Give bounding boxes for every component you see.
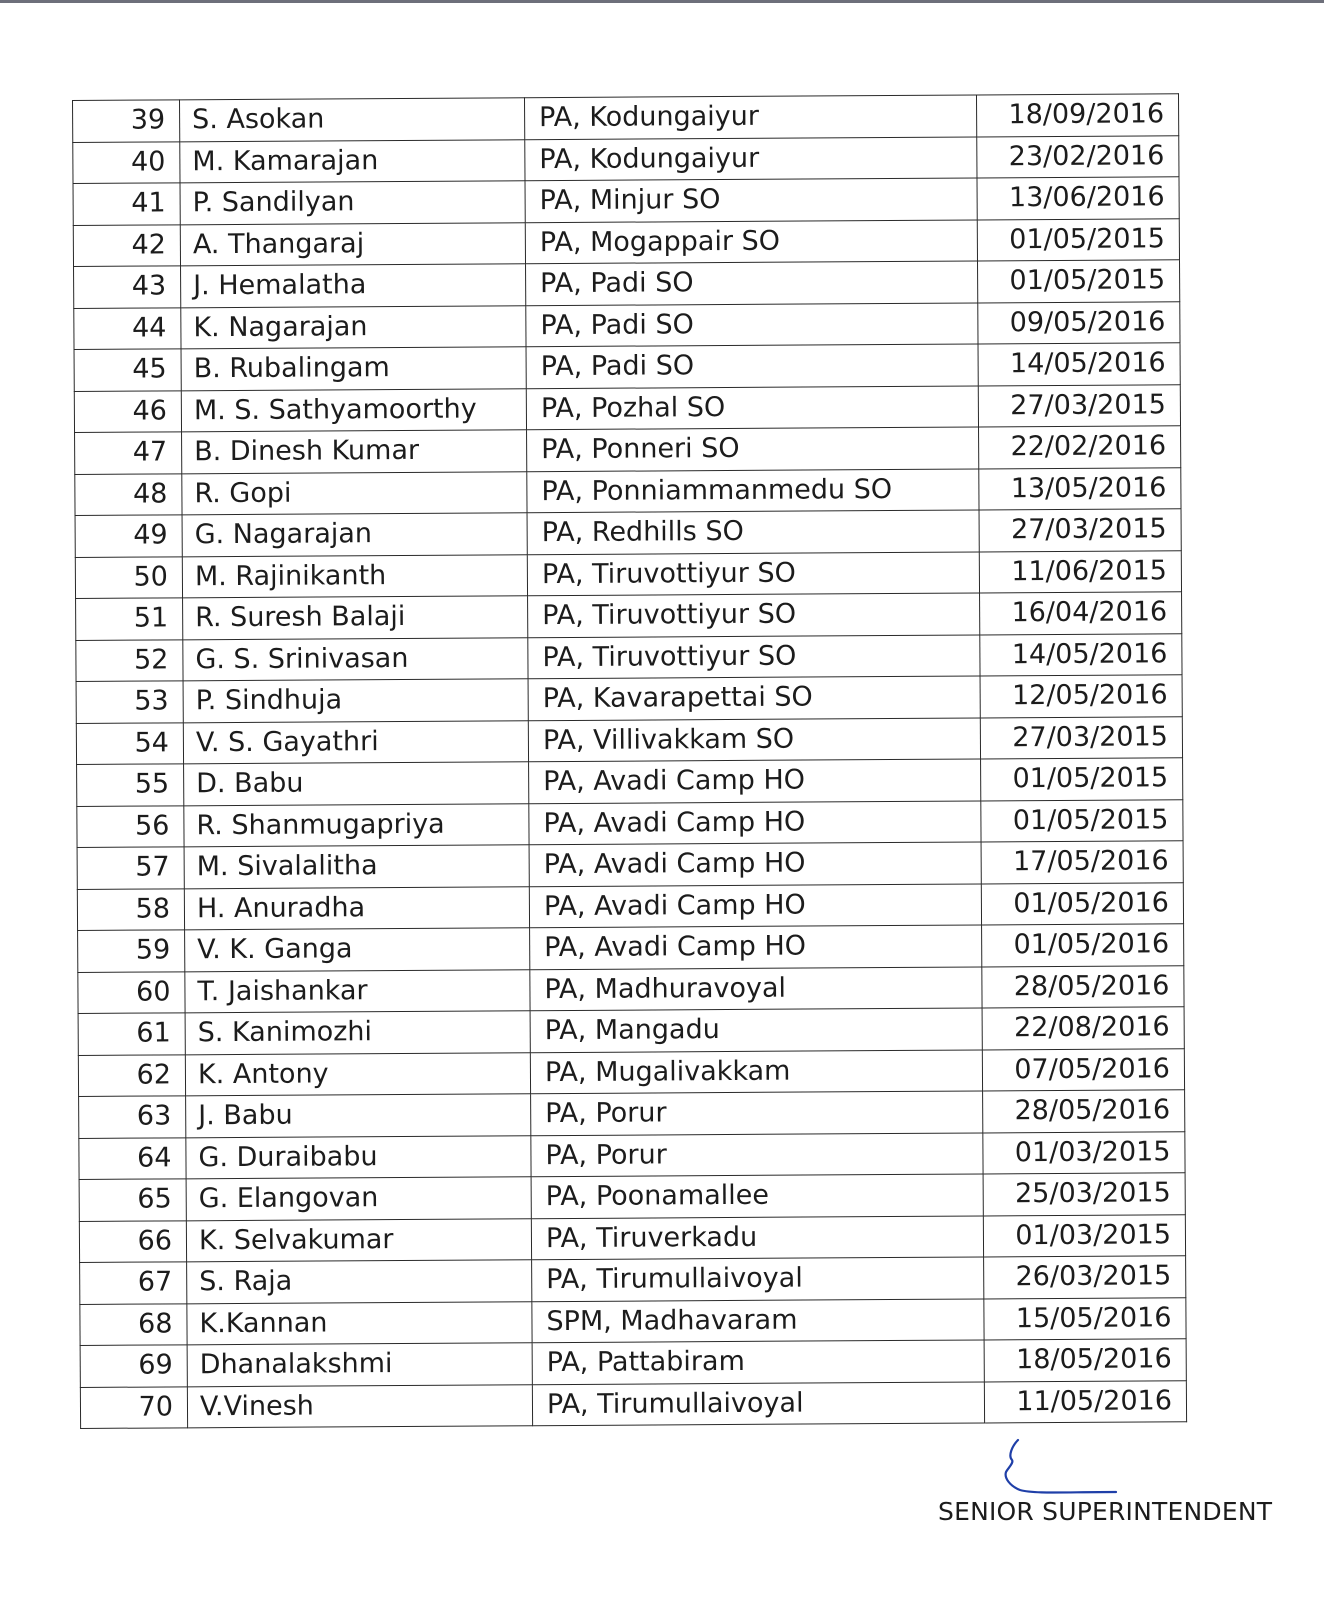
office-cell: PA, Porur bbox=[531, 1091, 983, 1135]
office-cell: PA, Mangadu bbox=[530, 1008, 982, 1052]
date-cell: 14/05/2016 bbox=[978, 343, 1180, 386]
date-cell: 11/05/2016 bbox=[984, 1380, 1186, 1423]
table-row bbox=[77, 841, 1183, 889]
table-row bbox=[75, 550, 1181, 598]
table-row bbox=[73, 218, 1179, 266]
date-cell: 01/03/2015 bbox=[983, 1214, 1185, 1257]
employee-name-cell: A. Thangaraj bbox=[180, 222, 525, 266]
date-cell: 18/09/2016 bbox=[976, 94, 1178, 137]
employee-name-cell: P. Sandilyan bbox=[180, 181, 525, 225]
table-row bbox=[73, 94, 1179, 142]
office-cell: PA, Pozhal SO bbox=[526, 385, 978, 429]
serial-number-cell: 68 bbox=[80, 1303, 187, 1345]
office-cell: PA, Tiruverkadu bbox=[531, 1215, 983, 1259]
serial-number-cell: 54 bbox=[76, 722, 183, 764]
employee-name-cell: D. Babu bbox=[184, 762, 529, 806]
table-row bbox=[78, 924, 1184, 972]
serial-number-cell: 40 bbox=[73, 141, 180, 183]
office-cell: PA, Minjur SO bbox=[525, 178, 977, 222]
employee-name-cell: K. Nagarajan bbox=[181, 305, 526, 349]
table-row bbox=[74, 301, 1180, 349]
date-cell: 27/03/2015 bbox=[978, 384, 1180, 427]
office-cell: PA, Porur bbox=[531, 1132, 983, 1176]
roster-table bbox=[72, 93, 1187, 1429]
employee-name-cell: B. Rubalingam bbox=[181, 347, 526, 391]
serial-number-cell: 60 bbox=[78, 971, 185, 1013]
employee-name-cell: R. Suresh Balaji bbox=[183, 596, 528, 640]
date-cell: 26/03/2015 bbox=[984, 1256, 1186, 1299]
employee-name-cell: M. Sivalalitha bbox=[184, 845, 529, 889]
table-row bbox=[79, 1214, 1185, 1262]
office-cell: PA, Padi SO bbox=[526, 302, 978, 346]
office-cell: PA, Avadi Camp HO bbox=[529, 800, 981, 844]
table-row bbox=[77, 758, 1183, 806]
date-cell: 15/05/2016 bbox=[984, 1297, 1186, 1340]
serial-number-cell: 59 bbox=[78, 930, 185, 972]
serial-number-cell: 49 bbox=[75, 515, 182, 557]
employee-name-cell: G. Duraibabu bbox=[186, 1135, 531, 1179]
table-row bbox=[74, 384, 1180, 432]
serial-number-cell: 47 bbox=[75, 432, 182, 474]
office-cell: PA, Avadi Camp HO bbox=[529, 759, 981, 803]
serial-number-cell: 43 bbox=[74, 266, 181, 308]
office-cell: PA, Kodungaiyur bbox=[524, 95, 976, 139]
office-cell: PA, Tiruvottiyur SO bbox=[527, 551, 979, 595]
date-cell: 01/05/2015 bbox=[978, 260, 1180, 303]
office-cell: PA, Ponniammanmedu SO bbox=[527, 468, 979, 512]
office-cell: PA, Ponneri SO bbox=[527, 427, 979, 471]
roster-table-wrapper bbox=[72, 93, 1186, 1429]
date-cell: 18/05/2016 bbox=[984, 1339, 1186, 1382]
date-cell: 27/03/2015 bbox=[979, 509, 1181, 552]
office-cell: PA, Mugalivakkam bbox=[530, 1049, 982, 1093]
table-row bbox=[77, 799, 1183, 847]
table-row bbox=[73, 135, 1179, 183]
office-cell: PA, Avadi Camp HO bbox=[529, 883, 981, 927]
office-cell: PA, Avadi Camp HO bbox=[529, 842, 981, 886]
employee-name-cell: V. S. Gayathri bbox=[183, 720, 528, 764]
signatory-title: SENIOR SUPERINTENDENT bbox=[938, 1497, 1273, 1526]
office-cell: PA, Kodungaiyur bbox=[525, 136, 977, 180]
employee-name-cell: S. Kanimozhi bbox=[185, 1011, 530, 1055]
serial-number-cell: 51 bbox=[76, 598, 183, 640]
employee-name-cell: S. Asokan bbox=[180, 98, 525, 142]
employee-name-cell: M. Rajinikanth bbox=[182, 554, 527, 598]
date-cell: 16/04/2016 bbox=[980, 592, 1182, 635]
date-cell: 13/05/2016 bbox=[979, 467, 1181, 510]
table-row bbox=[80, 1339, 1186, 1387]
serial-number-cell: 61 bbox=[78, 1013, 185, 1055]
office-cell: PA, Avadi Camp HO bbox=[530, 925, 982, 969]
table-row bbox=[75, 509, 1181, 557]
serial-number-cell: 52 bbox=[76, 639, 183, 681]
office-cell: PA, Villivakkam SO bbox=[528, 717, 980, 761]
date-cell: 01/03/2015 bbox=[983, 1131, 1185, 1174]
date-cell: 11/06/2015 bbox=[979, 550, 1181, 593]
office-cell: PA, Madhuravoyal bbox=[530, 966, 982, 1010]
employee-name-cell: K. Antony bbox=[185, 1052, 530, 1096]
employee-name-cell: M. S. Sathyamoorthy bbox=[181, 388, 526, 432]
table-row bbox=[80, 1380, 1186, 1428]
serial-number-cell: 58 bbox=[77, 888, 184, 930]
employee-name-cell: Dhanalakshmi bbox=[187, 1343, 532, 1387]
date-cell: 28/05/2016 bbox=[982, 965, 1184, 1008]
date-cell: 01/05/2016 bbox=[981, 882, 1183, 925]
date-cell: 07/05/2016 bbox=[982, 1048, 1184, 1091]
serial-number-cell: 70 bbox=[80, 1386, 187, 1428]
office-cell: PA, Tirumullaivoyal bbox=[532, 1257, 984, 1301]
employee-name-cell: T. Jaishankar bbox=[185, 969, 530, 1013]
employee-name-cell: V.Vinesh bbox=[187, 1384, 532, 1428]
employee-name-cell: M. Kamarajan bbox=[180, 139, 525, 183]
employee-name-cell: K.Kannan bbox=[187, 1301, 532, 1345]
office-cell: PA, Padi SO bbox=[526, 261, 978, 305]
serial-number-cell: 39 bbox=[73, 100, 180, 142]
date-cell: 14/05/2016 bbox=[980, 633, 1182, 676]
table-row bbox=[78, 965, 1184, 1013]
serial-number-cell: 69 bbox=[80, 1345, 187, 1387]
employee-name-cell: P. Sindhuja bbox=[183, 679, 528, 723]
table-row bbox=[79, 1173, 1185, 1221]
serial-number-cell: 48 bbox=[75, 473, 182, 515]
table-row bbox=[79, 1131, 1185, 1179]
date-cell: 27/03/2015 bbox=[980, 716, 1182, 759]
date-cell: 01/05/2015 bbox=[981, 799, 1183, 842]
serial-number-cell: 42 bbox=[73, 224, 180, 266]
date-cell: 13/06/2016 bbox=[977, 177, 1179, 220]
table-row bbox=[76, 716, 1182, 764]
office-cell: PA, Pattabiram bbox=[532, 1340, 984, 1384]
office-cell: PA, Kavarapettai SO bbox=[528, 676, 980, 720]
table-row bbox=[79, 1090, 1185, 1138]
employee-name-cell: S. Raja bbox=[187, 1260, 532, 1304]
employee-name-cell: G. Nagarajan bbox=[182, 513, 527, 557]
table-row bbox=[76, 675, 1182, 723]
serial-number-cell: 65 bbox=[79, 1179, 186, 1221]
date-cell: 01/05/2015 bbox=[977, 218, 1179, 261]
date-cell: 23/02/2016 bbox=[977, 135, 1179, 178]
employee-name-cell: K. Selvakumar bbox=[186, 1218, 531, 1262]
serial-number-cell: 64 bbox=[79, 1137, 186, 1179]
employee-name-cell: J. Babu bbox=[186, 1094, 531, 1138]
office-cell: SPM, Madhavaram bbox=[532, 1298, 984, 1342]
serial-number-cell: 66 bbox=[79, 1220, 186, 1262]
office-cell: PA, Padi SO bbox=[526, 344, 978, 388]
table-row bbox=[78, 1048, 1184, 1096]
table-row bbox=[73, 177, 1179, 225]
serial-number-cell: 50 bbox=[75, 556, 182, 598]
date-cell: 17/05/2016 bbox=[981, 841, 1183, 884]
table-row bbox=[77, 882, 1183, 930]
office-cell: PA, Mogappair SO bbox=[525, 219, 977, 263]
serial-number-cell: 63 bbox=[79, 1096, 186, 1138]
scan-top-edge bbox=[0, 0, 1324, 3]
employee-name-cell: H. Anuradha bbox=[184, 886, 529, 930]
date-cell: 22/02/2016 bbox=[979, 426, 1181, 469]
table-row bbox=[76, 592, 1182, 640]
employee-name-cell: R. Shanmugapriya bbox=[184, 803, 529, 847]
office-cell: PA, Tiruvottiyur SO bbox=[528, 634, 980, 678]
serial-number-cell: 45 bbox=[74, 349, 181, 391]
table-row bbox=[75, 426, 1181, 474]
serial-number-cell: 62 bbox=[78, 1054, 185, 1096]
serial-number-cell: 53 bbox=[76, 681, 183, 723]
serial-number-cell: 67 bbox=[80, 1262, 187, 1304]
table-row bbox=[80, 1297, 1186, 1345]
table-row bbox=[76, 633, 1182, 681]
date-cell: 22/08/2016 bbox=[982, 1007, 1184, 1050]
table-row bbox=[78, 1007, 1184, 1055]
date-cell: 25/03/2015 bbox=[983, 1173, 1185, 1216]
serial-number-cell: 44 bbox=[74, 307, 181, 349]
employee-name-cell: J. Hemalatha bbox=[181, 264, 526, 308]
serial-number-cell: 46 bbox=[74, 390, 181, 432]
office-cell: PA, Poonamallee bbox=[531, 1174, 983, 1218]
table-row bbox=[74, 343, 1180, 391]
table-row bbox=[74, 260, 1180, 308]
serial-number-cell: 55 bbox=[77, 764, 184, 806]
roster-table-body bbox=[73, 94, 1187, 1429]
office-cell: PA, Redhills SO bbox=[527, 510, 979, 554]
employee-name-cell: G. Elangovan bbox=[186, 1177, 531, 1221]
employee-name-cell: B. Dinesh Kumar bbox=[182, 430, 527, 474]
date-cell: 12/05/2016 bbox=[980, 675, 1182, 718]
office-cell: PA, Tirumullaivoyal bbox=[532, 1381, 984, 1425]
employee-name-cell: G. S. Srinivasan bbox=[183, 637, 528, 681]
date-cell: 01/05/2015 bbox=[981, 758, 1183, 801]
date-cell: 01/05/2016 bbox=[982, 924, 1184, 967]
employee-name-cell: R. Gopi bbox=[182, 471, 527, 515]
serial-number-cell: 41 bbox=[73, 183, 180, 225]
employee-name-cell: V. K. Ganga bbox=[185, 928, 530, 972]
serial-number-cell: 57 bbox=[77, 847, 184, 889]
date-cell: 09/05/2016 bbox=[978, 301, 1180, 344]
date-cell: 28/05/2016 bbox=[983, 1090, 1185, 1133]
office-cell: PA, Tiruvottiyur SO bbox=[528, 593, 980, 637]
table-row bbox=[75, 467, 1181, 515]
table-row bbox=[80, 1256, 1186, 1304]
serial-number-cell: 56 bbox=[77, 805, 184, 847]
